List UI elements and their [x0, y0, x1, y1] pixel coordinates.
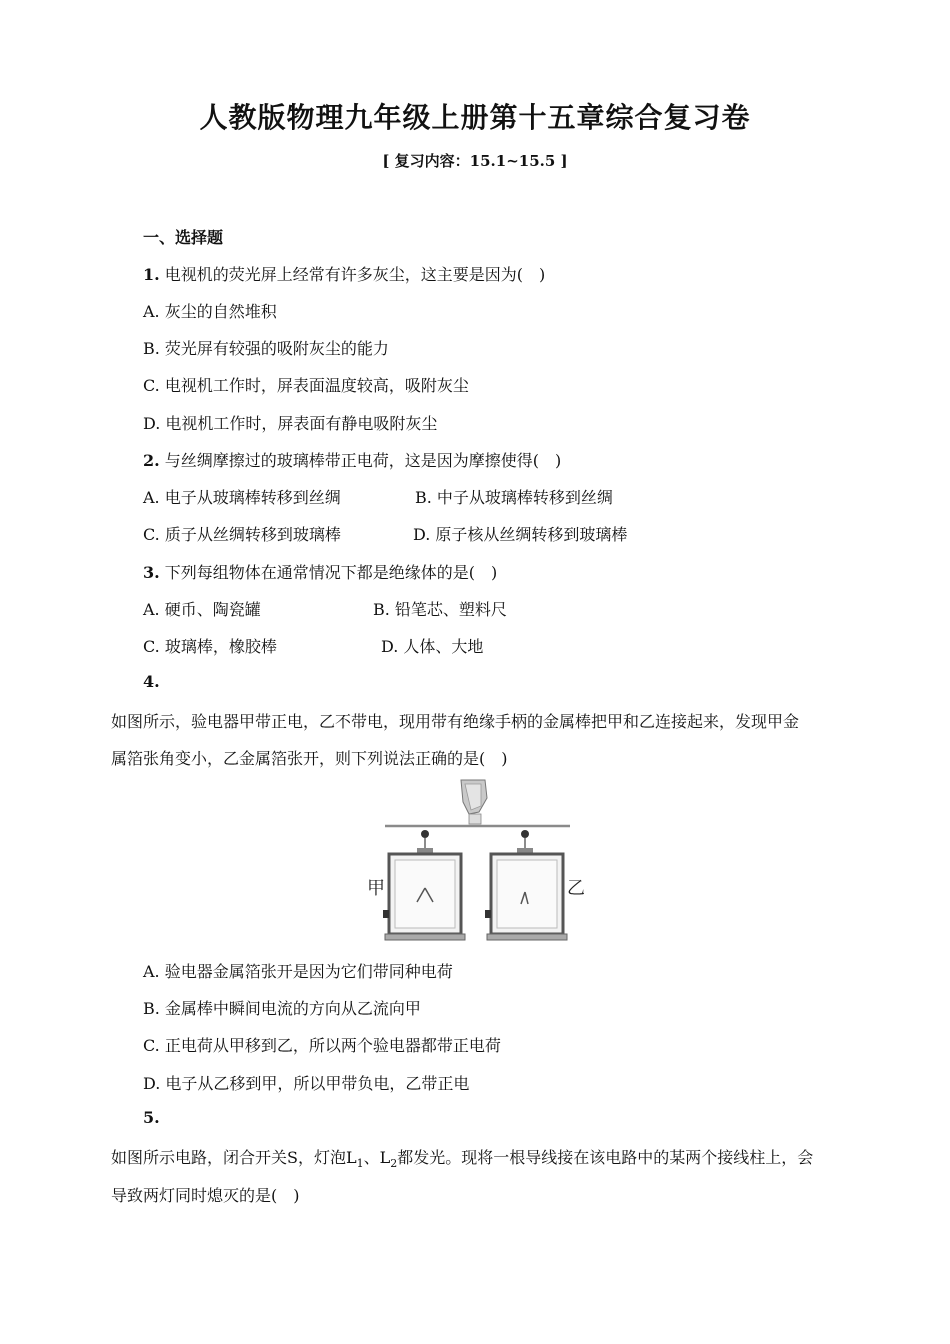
option-a: A. 验电器金属箔张开是因为它们带同种电荷	[143, 962, 453, 981]
electroscope-illustration	[365, 776, 585, 946]
option-d: D. 人体、大地	[381, 637, 484, 656]
question-4-number: 4.	[143, 672, 160, 691]
option-c: C. 正电荷从甲移到乙，所以两个验电器都带正电荷	[143, 1036, 501, 1055]
question-number: 2.	[143, 451, 160, 470]
question-stem: 与丝绸摩擦过的玻璃棒带正电荷，这是因为摩擦使得( )	[164, 451, 562, 470]
option-d: D. 电视机工作时，屏表面有静电吸附灰尘	[143, 414, 438, 433]
question-number: 3.	[143, 563, 160, 582]
electroscope-figure	[365, 776, 585, 946]
option-b: B. 中子从玻璃棒转移到丝绸	[415, 488, 613, 507]
question-4-stem-line2: 属箔张角变小，乙金属箔张开，则下列说法正确的是( )	[111, 749, 508, 768]
option-b: B. 荧光屏有较强的吸附灰尘的能力	[143, 339, 389, 358]
question-stem: 下列每组物体在通常情况下都是绝缘体的是( )	[164, 563, 498, 582]
option-c: C. 玻璃棒，橡胶棒	[143, 637, 277, 656]
question-3	[143, 560, 497, 583]
stem-part: 、L	[363, 1148, 391, 1167]
question-5-stem-line2: 导致两灯同时熄灭的是( )	[111, 1186, 300, 1205]
question-number: 1.	[143, 265, 160, 284]
section-heading: 一、选择题	[143, 228, 224, 247]
subscript: 1	[356, 1157, 364, 1171]
label-left: 甲	[367, 878, 385, 899]
option-a: A. 灰尘的自然堆积	[143, 302, 277, 321]
question-1	[143, 262, 545, 285]
subscript: 2	[390, 1157, 398, 1171]
hand-icon	[461, 780, 487, 824]
option-b: B. 铅笔芯、塑料尺	[373, 600, 507, 619]
option-c: C. 质子从丝绸转移到玻璃棒	[143, 525, 341, 544]
question-5-stem-line1	[111, 1145, 813, 1170]
option-a: A. 硬币、陶瓷罐	[143, 600, 261, 619]
question-stem: 电视机的荧光屏上经常有许多灰尘，这主要是因为( )	[164, 265, 546, 284]
option-b: B. 金属棒中瞬间电流的方向从乙流向甲	[143, 999, 421, 1018]
option-c: C. 电视机工作时，屏表面温度较高，吸附灰尘	[143, 376, 469, 395]
option-d: D. 原子核从丝绸转移到玻璃棒	[413, 525, 628, 544]
document-title: 人教版物理九年级上册第十五章综合复习卷	[199, 101, 751, 134]
document-subtitle: [ 复习内容：15.1~15.5 ]	[382, 152, 568, 170]
question-4-stem-line1: 如图所示，验电器甲带正电，乙不带电，现用带有绝缘手柄的金属棒把甲和乙连接起来，发现甲金	[111, 712, 800, 731]
question-5-number: 5.	[143, 1108, 160, 1127]
option-d: D. 电子从乙移到甲，所以甲带负电，乙带正电	[143, 1074, 470, 1093]
stem-part: 如图所示电路，闭合开关S，灯泡L	[111, 1148, 357, 1167]
question-2	[143, 448, 561, 471]
stem-part: 都发光。现将一根导线接在该电路中的某两个接线柱上，会	[397, 1148, 814, 1167]
option-a: A. 电子从玻璃棒转移到丝绸	[143, 488, 341, 507]
electroscope-left	[383, 830, 465, 940]
label-right: 乙	[567, 878, 585, 899]
electroscope-right	[485, 830, 567, 940]
